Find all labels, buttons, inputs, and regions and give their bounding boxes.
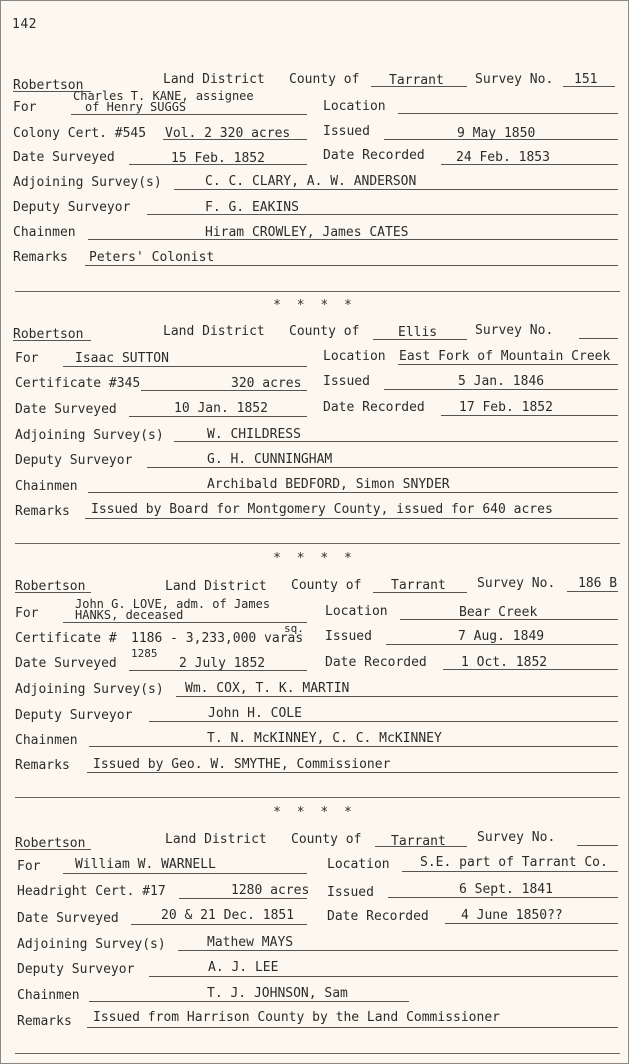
issued-value: 6 Sept. 1841	[459, 882, 553, 897]
county-value: Ellis	[398, 325, 438, 340]
deputy-label: Deputy Surveyor	[13, 200, 131, 215]
certificate-row	[1, 120, 628, 146]
chainmen-label: Chainmen	[17, 988, 80, 1003]
county-value: Tarrant	[389, 73, 444, 88]
for-value: William W. WARNELL	[75, 857, 216, 872]
land-district-label: Land District	[165, 832, 267, 847]
date-recorded-value: 24 Feb. 1853	[456, 150, 550, 165]
issued-label: Issued	[325, 629, 372, 644]
page-number: 142	[12, 17, 37, 32]
chainmen-value: Archibald BEDFORD, Simon SNYDER	[207, 477, 450, 492]
date-surveyed-label: Date Surveyed	[15, 656, 117, 671]
adjoining-value: W. CHILDRESS	[207, 427, 301, 442]
district-value: Robertson	[15, 579, 86, 594]
adjoining-label: Adjoining Survey(s)	[17, 937, 166, 952]
chainmen-label: Chainmen	[15, 479, 78, 494]
deputy-label: Deputy Surveyor	[17, 962, 135, 977]
issued-label: Issued	[323, 374, 370, 389]
certificate-label: Certificate #	[15, 631, 117, 646]
adjoining-row	[1, 170, 628, 196]
deputy-value: John H. COLE	[208, 706, 302, 721]
survey-no-label: Survey No.	[477, 576, 556, 591]
location-value: East Fork of Mountain Creek	[399, 349, 611, 364]
certificate-value: Vol. 2 320 acres	[165, 126, 291, 141]
date-surveyed-value: 20 & 21 Dec. 1851	[161, 908, 295, 923]
adjoining-label: Adjoining Survey(s)	[13, 175, 162, 190]
land-district-label: Land District	[163, 72, 265, 87]
for-value-line2: HANKS, deceased	[75, 608, 184, 622]
remarks-label: Remarks	[15, 504, 70, 519]
date-recorded-label: Date Recorded	[323, 400, 425, 415]
location-label: Location	[323, 349, 386, 364]
divider-line	[15, 291, 620, 292]
adjoining-value: Wm. COX, T. K. MARTIN	[185, 681, 350, 696]
certificate-label: Certificate #345	[15, 376, 141, 391]
remarks-label: Remarks	[15, 758, 70, 773]
chainmen-value: T. N. McKINNEY, C. C. McKINNEY	[207, 731, 442, 746]
remarks-row	[1, 247, 628, 273]
deputy-label: Deputy Surveyor	[15, 708, 133, 723]
for-label: For	[15, 606, 39, 621]
issued-label: Issued	[327, 885, 374, 900]
remarks-value: Peters' Colonist	[89, 250, 215, 265]
certificate-note: sq.	[284, 622, 304, 635]
for-value-line1: Charles T. KANE, assignee	[73, 89, 254, 103]
survey-no-value: 186 B	[578, 576, 618, 591]
for-label: For	[17, 859, 41, 874]
issued-label: Issued	[323, 124, 370, 139]
remarks-value: Issued by Board for Montgomery County, issued for 640 acres	[91, 502, 553, 517]
deputy-value: A. J. LEE	[208, 960, 279, 975]
date-recorded-value: 1 Oct. 1852	[461, 655, 548, 670]
county-label: County of	[291, 578, 362, 593]
deputy-row	[1, 196, 628, 222]
divider-line	[15, 543, 620, 544]
for-value: Isaac SUTTON	[75, 351, 169, 366]
location-label: Location	[323, 99, 386, 114]
date-surveyed-value: 2 July 1852	[179, 656, 266, 671]
certificate-value: 320 acres	[231, 376, 302, 391]
remarks-label: Remarks	[13, 250, 68, 265]
survey-no-label: Survey No.	[475, 323, 554, 338]
location-value: S.E. part of Tarrant Co.	[420, 855, 608, 870]
chainmen-label: Chainmen	[13, 225, 76, 240]
remarks-value: Issued by Geo. W. SMYTHE, Commissioner	[93, 757, 391, 772]
for-label: For	[15, 351, 39, 366]
divider-line	[15, 1053, 620, 1054]
date-recorded-label: Date Recorded	[325, 655, 427, 670]
divider-line	[15, 797, 620, 798]
date-surveyed-note: 1285	[131, 647, 158, 660]
certificate-label: Headright Cert. #17	[17, 884, 166, 899]
for-value-line2: of Henry SUGGS	[85, 100, 187, 114]
date-surveyed-row	[1, 145, 628, 171]
certificate-value: 1280 acres	[231, 883, 310, 898]
location-value: Bear Creek	[459, 605, 538, 620]
date-surveyed-value: 10 Jan. 1852	[174, 401, 268, 416]
date-surveyed-value: 15 Feb. 1852	[171, 151, 265, 166]
survey-no-label: Survey No.	[477, 830, 556, 845]
district-value: Robertson	[15, 836, 86, 851]
deputy-value: G. H. CUNNINGHAM	[207, 452, 333, 467]
county-value: Tarrant	[391, 578, 446, 593]
location-label: Location	[327, 857, 390, 872]
remarks-label: Remarks	[17, 1014, 72, 1029]
date-surveyed-label: Date Surveyed	[15, 402, 117, 417]
issued-value: 9 May 1850	[457, 126, 536, 141]
certificate-label: Colony Cert. #545	[13, 126, 147, 141]
chainmen-row	[1, 221, 628, 247]
remarks-value: Issued from Harrison County by the Land Commissioner	[93, 1010, 500, 1025]
for-value-line1: John G. LOVE, adm. of James	[75, 597, 271, 611]
deputy-value: F. G. EAKINS	[205, 200, 299, 215]
date-recorded-value: 17 Feb. 1852	[459, 400, 553, 415]
record-separator: * * * *	[273, 298, 356, 313]
for-label: For	[13, 100, 37, 115]
date-surveyed-label: Date Surveyed	[13, 150, 115, 165]
county-label: County of	[289, 324, 360, 339]
adjoining-label: Adjoining Survey(s)	[15, 682, 164, 697]
date-surveyed-label: Date Surveyed	[17, 911, 119, 926]
district-value: Robertson	[13, 327, 84, 342]
issued-value: 7 Aug. 1849	[458, 629, 545, 644]
district-value: Robertson	[13, 78, 84, 93]
for-row	[1, 91, 628, 117]
chainmen-value: T. J. JOHNSON, Sam	[207, 986, 348, 1001]
land-district-label: Land District	[163, 324, 265, 339]
county-value: Tarrant	[391, 834, 446, 849]
date-recorded-value: 4 June 1850??	[461, 908, 563, 923]
county-label: County of	[291, 832, 362, 847]
adjoining-value: Mathew MAYS	[207, 935, 294, 950]
date-recorded-label: Date Recorded	[327, 909, 429, 924]
county-label: County of	[289, 72, 360, 87]
issued-value: 5 Jan. 1846	[458, 374, 545, 389]
survey-no-label: Survey No.	[475, 72, 554, 87]
record-separator: * * * *	[273, 551, 356, 566]
chainmen-label: Chainmen	[15, 733, 78, 748]
adjoining-label: Adjoining Survey(s)	[15, 428, 164, 443]
land-district-label: Land District	[165, 579, 267, 594]
survey-no-value: 151	[574, 72, 598, 87]
deputy-label: Deputy Surveyor	[15, 453, 133, 468]
chainmen-value: Hiram CROWLEY, James CATES	[205, 225, 409, 240]
certificate-value: 1186 - 3,233,000 varas	[131, 631, 304, 646]
date-recorded-label: Date Recorded	[323, 148, 425, 163]
record-separator: * * * *	[273, 805, 356, 820]
location-label: Location	[325, 604, 388, 619]
adjoining-value: C. C. CLARY, A. W. ANDERSON	[205, 174, 417, 189]
